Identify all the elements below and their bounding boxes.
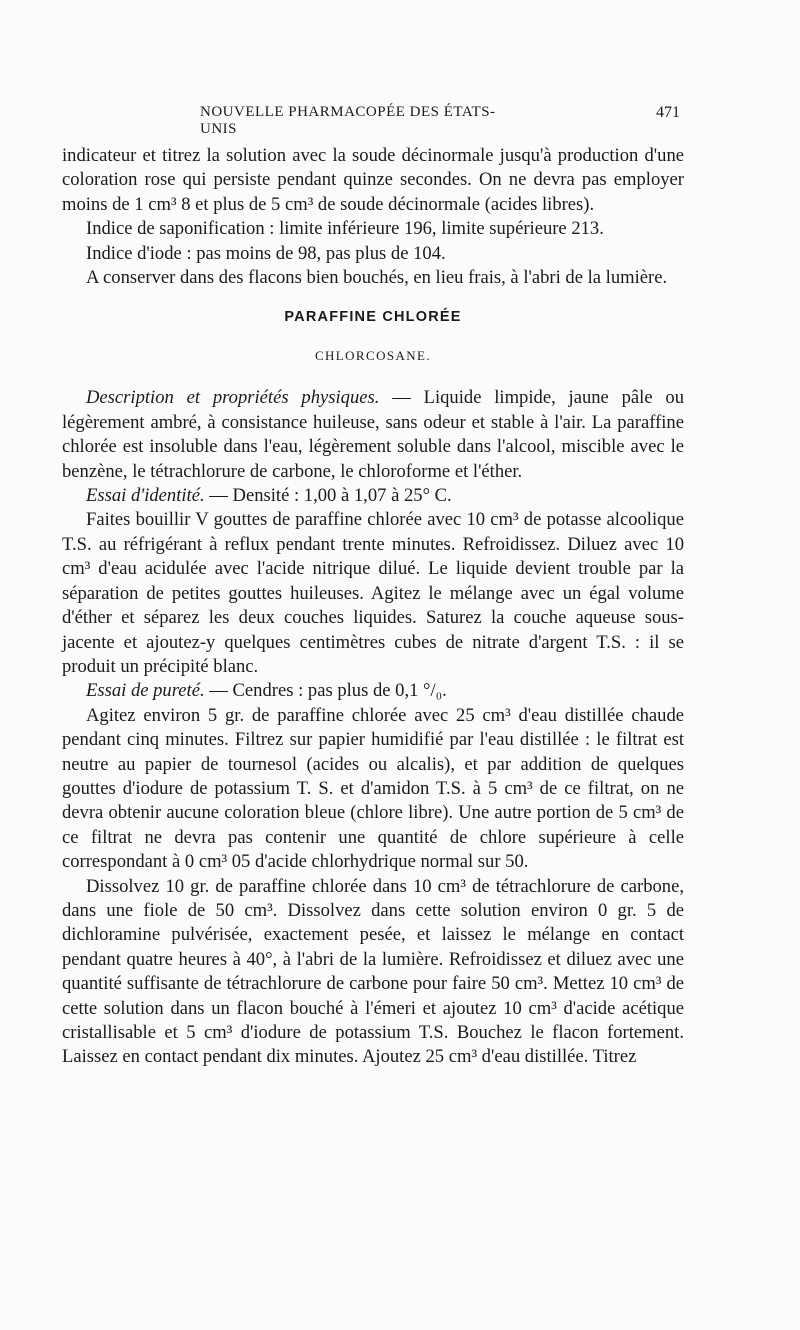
identity-label: Essai d'identité. <box>86 485 205 507</box>
paragraph-purity-filtrate: Agitez environ 5 gr. de paraffine chlorée avec 25 cm³ d'eau distillée chaude pendant cinq minutes. Filtrez sur papier humidifié par l'eau distillée : le filtrat est neutre au papier de tournesol (acides ou alcalis), et par addition de quelques gouttes d'iodure de potassium T. S. et d'amidon T.S. à 5 cm³ de ce filtrat, on ne devra obtenir aucune coloration bleue (chlore libre). Une autre portion de 5 cm³ de ce filtrat ne devra pas contenir une quantité de chlore supérieure à celle correspondant à 0 cm³ 05 d'acide chlorhydrique normal sur 50. <box>62 704 684 873</box>
description-label: Description et propriétés physiques. <box>86 387 380 409</box>
page-body <box>62 144 684 1070</box>
paragraph-purity-ash <box>62 679 684 703</box>
description-text: — Liquide limpide, jaune pâle ou légèrement ambré, à consistance huileuse, sans odeur et stable à l'air. La paraffine chlorée est insoluble dans l'eau, légèrement soluble dans l'alcool, miscible avec le benzène, le tétrachlorure de carbone, le chloroforme et l'éther. <box>62 387 684 482</box>
identity-text: — Densité : 1,00 à 1,07 à 25° C. <box>204 485 452 507</box>
paragraph-identity-test: Faites bouillir V gouttes de paraffine chlorée avec 10 cm³ de potasse alcoolique T.S. au réfrigérant à reflux pendant trente minutes. Refroidissez. Diluez avec 10 cm³ d'eau acidulée avec l'acide nitrique dilué. Le liquide devient trouble par la séparation de petites gouttes huileuses. Agitez le mélange avec un égal volume d'éther et séparez les deux couches liquides. Saturez la couche aqueuse sous-jacente et ajoutez-y quelques centimètres cubes de nitrate d'argent T.S. : il se produit un précipité blanc. <box>62 509 684 677</box>
paragraph-identity-density <box>62 484 684 508</box>
section-title: PARAFFINE CHLORÉE <box>284 309 462 326</box>
paragraph-storage: A conserver dans des flacons bien bouchés, en lieu frais, à l'abri de la lumière. <box>86 267 668 289</box>
paragraph-iodine: Indice d'iode : pas moins de 98, pas plus de 104. <box>86 242 446 264</box>
running-header: NOUVELLE PHARMACOPÉE DES ÉTATS-UNIS <box>200 104 496 137</box>
paragraph-purity-titration: Dissolvez 10 gr. de paraffine chlorée dans 10 cm³ de tétrachlorure de carbone, dans une fiole de 50 cm³. Dissolvez dans cette solution environ 0 gr. 5 de dichloramine pulvérisée, exactement pesée, et laissez le mélange en contact pendant quatre heures à 40°, à l'abri de la lumière. Refroidissez et diluez avec une quantité suffisante de tétrachlorure de carbone pour faire 50 cm³. Mettez 10 cm³ de cette solution dans un flacon bouché à l'émeri et ajoutez 10 cm³ d'acide acétique cristallisable et 5 cm³ d'iodure de potassium T.S. Bouchez le flacon fortement. Laissez en contact pendant dix minutes. Ajoutez 25 cm³ d'eau distillée. Titrez <box>62 875 684 1068</box>
paragraph-acidity: indicateur et titrez la solution avec la soude décinormale jusqu'à production d'une coloration rose qui persiste pendant quinze secondes. On ne devra pas employer moins de 1 cm³ 8 et plus de 5 cm³ de soude décinormale (acides libres). <box>62 145 684 215</box>
paragraph-description <box>62 386 684 484</box>
page-number: 471 <box>656 104 680 121</box>
purity-label: Essai de pureté. <box>86 680 205 702</box>
purity-text: — Cendres : pas plus de 0,1 °/₀. <box>204 680 447 702</box>
paragraph-saponification: Indice de saponification : limite inférieure 196, limite supérieure 213. <box>86 218 604 240</box>
section-subtitle: CHLORCOSANE. <box>314 348 432 364</box>
